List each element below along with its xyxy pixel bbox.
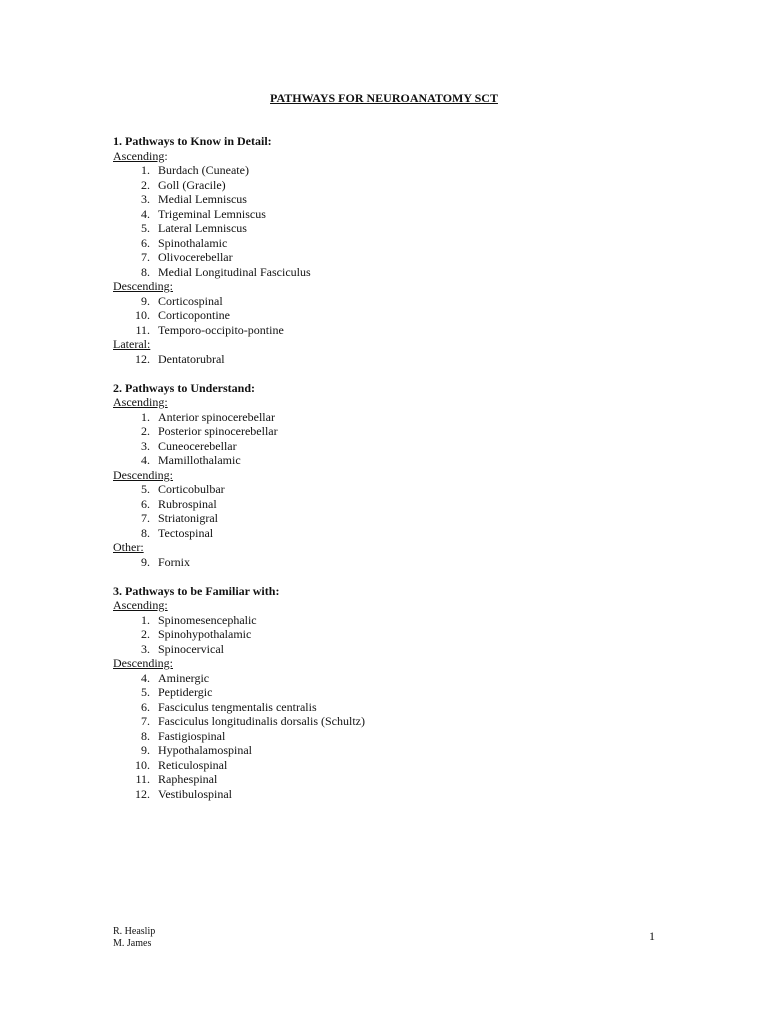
- list-item-text: Fastigiospinal: [158, 728, 226, 743]
- list-item-number: 11.: [135, 772, 150, 786]
- list-item: [113, 772, 673, 787]
- list-item-text: Corticopontine: [158, 308, 230, 322]
- pathway-list: [113, 410, 673, 468]
- list-item-number: 7.: [141, 250, 150, 264]
- list-item-text: Cuneocerebellar: [158, 438, 237, 453]
- footer-authors: [113, 926, 155, 950]
- list-item-text: Tectospinal: [158, 525, 214, 540]
- list-item-text: Anterior spinocerebellar: [158, 409, 275, 424]
- list-item: [113, 352, 673, 367]
- list-item-number: 5.: [141, 482, 150, 496]
- pathway-list: [113, 294, 673, 338]
- list-item-text: Temporo-occipito-pontine: [158, 322, 284, 337]
- list-item-text: Hypothalamospinal: [158, 743, 252, 757]
- list-item-text: Mamillothalamic: [158, 453, 241, 467]
- list-item: [113, 729, 673, 744]
- list-item-number: 1.: [141, 163, 150, 177]
- list-item-text: Peptidergic: [158, 685, 213, 699]
- pathway-list: [113, 555, 673, 570]
- list-item: [113, 743, 673, 758]
- section-2: [113, 381, 673, 570]
- list-item: [113, 482, 673, 497]
- list-item-text: Striatonigral: [158, 511, 218, 525]
- list-item: [113, 700, 673, 715]
- list-item: [113, 453, 673, 468]
- list-item-text: Aminergic: [158, 670, 210, 685]
- list-item-text: Corticobulbar: [158, 482, 225, 496]
- list-item: [113, 192, 673, 207]
- list-item: [113, 163, 673, 178]
- list-item-text: Spinohypothalamic: [158, 627, 252, 641]
- author-name: M. James: [113, 938, 152, 949]
- list-item-number: 6.: [141, 235, 150, 250]
- list-item-number: 12.: [135, 786, 150, 801]
- list-item-number: 4.: [141, 206, 150, 221]
- list-item-number: 11.: [135, 322, 150, 337]
- list-item-text: Rubrospinal: [158, 496, 217, 511]
- list-item-number: 7.: [141, 714, 150, 728]
- list-item: [113, 265, 673, 280]
- group-label: [113, 149, 673, 164]
- list-item: [113, 439, 673, 454]
- group-label: [113, 279, 673, 294]
- list-item-number: 3.: [141, 192, 150, 206]
- group-label-text: Ascending:: [113, 598, 168, 612]
- list-item-number: 4.: [141, 670, 150, 685]
- pathway-list: [113, 613, 673, 657]
- list-item-text: Medial Longitudinal Fasciculus: [158, 264, 311, 279]
- list-item-number: 6.: [141, 496, 150, 511]
- list-item: [113, 671, 673, 686]
- list-item-number: 2.: [141, 424, 150, 438]
- section-heading: 1. Pathways to Know in Detail:: [113, 134, 272, 148]
- list-item-number: 8.: [141, 525, 150, 540]
- list-item-number: 10.: [135, 757, 150, 772]
- list-item: [113, 424, 673, 439]
- list-item-text: Reticulospinal: [158, 757, 228, 772]
- pathway-list: [113, 671, 673, 802]
- group-label: [113, 337, 673, 352]
- section-1: [113, 134, 673, 366]
- pathway-list: [113, 352, 673, 367]
- list-item-text: Goll (Gracile): [158, 177, 226, 192]
- group-label-text: Descending:: [113, 467, 173, 482]
- list-item: [113, 526, 673, 541]
- group-label-text: Ascending: [113, 148, 165, 163]
- list-item-text: Lateral Lemniscus: [158, 221, 247, 235]
- list-item: [113, 627, 673, 642]
- list-item: [113, 497, 673, 512]
- list-item-text: Trigeminal Lemniscus: [158, 206, 266, 221]
- section-heading: 2. Pathways to Understand:: [113, 380, 256, 395]
- list-item-number: 9.: [141, 743, 150, 757]
- group-label: [113, 598, 673, 613]
- list-item: [113, 410, 673, 425]
- list-item: [113, 613, 673, 628]
- group-label: [113, 656, 673, 671]
- list-item-number: 1.: [141, 409, 150, 424]
- list-item-number: 9.: [141, 293, 150, 308]
- list-item-number: 2.: [141, 627, 150, 641]
- list-item-text: Medial Lemniscus: [158, 192, 247, 206]
- list-item-text: Dentatorubral: [158, 351, 225, 366]
- list-item: [113, 758, 673, 773]
- list-item-number: 4.: [141, 453, 150, 467]
- section-heading: 3. Pathways to be Familiar with:: [113, 583, 280, 598]
- list-item-number: 5.: [141, 221, 150, 235]
- list-item-number: 5.: [141, 685, 150, 699]
- list-item: [113, 207, 673, 222]
- section-3: [113, 584, 673, 802]
- group-label-suffix: :: [164, 148, 168, 163]
- list-item-text: Fasciculus tengmentalis centralis: [158, 699, 317, 714]
- list-item-text: Olivocerebellar: [158, 250, 233, 264]
- list-item-number: 1.: [141, 612, 150, 627]
- list-item-number: 7.: [141, 511, 150, 525]
- list-item-text: Burdach (Cuneate): [158, 163, 249, 177]
- list-item: [113, 323, 673, 338]
- list-item-number: 12.: [135, 351, 150, 366]
- group-label-text: Lateral:: [113, 337, 151, 351]
- pathway-list: [113, 482, 673, 540]
- list-item: [113, 236, 673, 251]
- list-item-text: Spinomesencephalic: [158, 612, 257, 627]
- author-name: R. Heaslip: [113, 926, 156, 937]
- pathway-list: [113, 163, 673, 279]
- list-item-number: 2.: [141, 177, 150, 192]
- group-label-text: Descending:: [113, 279, 173, 293]
- list-item-number: 10.: [135, 308, 150, 322]
- list-item: [113, 308, 673, 323]
- list-item-number: 6.: [141, 699, 150, 714]
- list-item-number: 3.: [141, 641, 150, 656]
- list-item-text: Raphespinal: [158, 772, 218, 786]
- group-label-text: Ascending:: [113, 395, 168, 409]
- list-item: [113, 555, 673, 570]
- list-item-number: 8.: [141, 728, 150, 743]
- group-label-text: Other:: [113, 540, 144, 554]
- group-label: [113, 395, 673, 410]
- list-item-text: Fornix: [158, 554, 191, 569]
- group-label-text: Descending:: [113, 656, 173, 670]
- list-item: [113, 714, 673, 729]
- list-item: [113, 294, 673, 309]
- list-item-text: Vestibulospinal: [158, 786, 232, 801]
- list-item-number: 9.: [141, 554, 150, 569]
- group-label: [113, 468, 673, 483]
- page-number: 1: [649, 929, 655, 943]
- list-item-text: Posterior spinocerebellar: [158, 424, 278, 438]
- list-item-text: Spinothalamic: [158, 235, 228, 250]
- list-item-number: 3.: [141, 438, 150, 453]
- list-item-text: Spinocervical: [158, 641, 224, 656]
- list-item-number: 8.: [141, 264, 150, 279]
- group-label: [113, 540, 673, 555]
- list-item-text: Corticospinal: [158, 293, 223, 308]
- document-title: PATHWAYS FOR NEUROANATOMY SCT: [270, 91, 498, 105]
- document-body: [113, 134, 673, 801]
- list-item: [113, 787, 673, 802]
- list-item-text: Fasciculus longitudinalis dorsalis (Schultz): [158, 714, 365, 728]
- list-item: [113, 685, 673, 700]
- list-item: [113, 221, 673, 236]
- list-item: [113, 250, 673, 265]
- list-item: [113, 511, 673, 526]
- list-item: [113, 178, 673, 193]
- list-item: [113, 642, 673, 657]
